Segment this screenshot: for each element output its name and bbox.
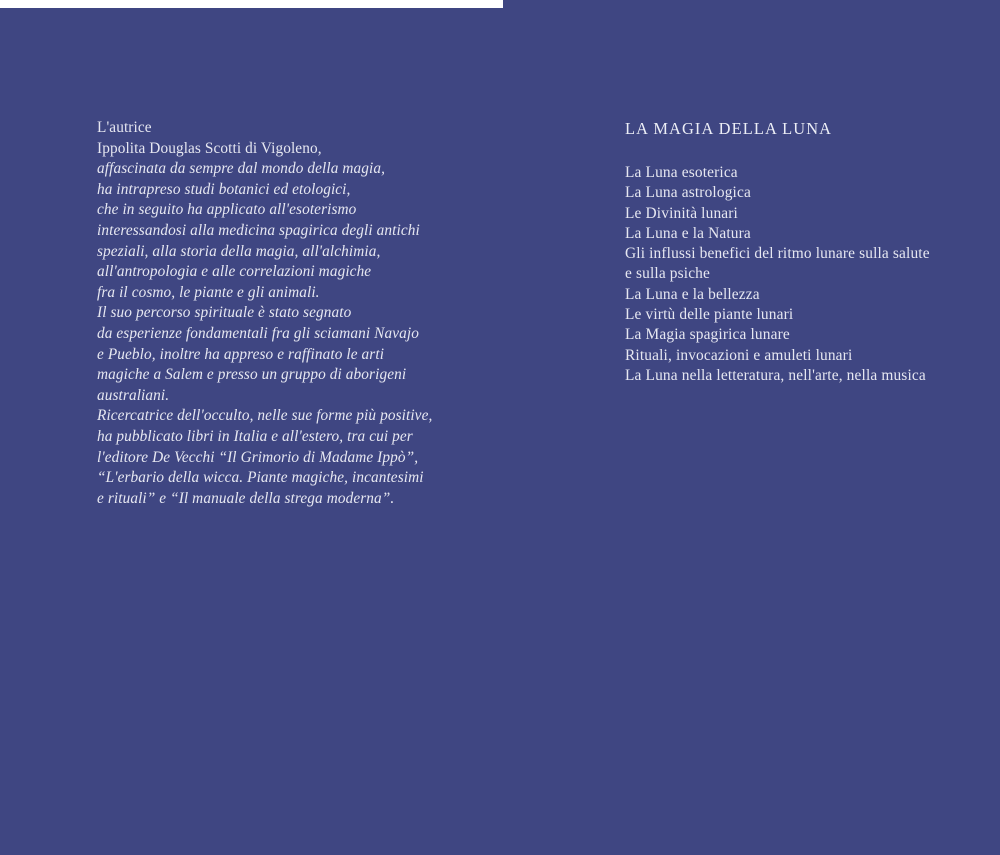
author-bio-line: Ippolita Douglas Scotti di Vigoleno, xyxy=(97,139,322,157)
author-bio-line: interessandosi alla medicina spagirica degli antichi xyxy=(97,221,420,239)
author-bio-line: Ricercatrice dell'occulto, nelle sue forme più positive, xyxy=(97,407,433,425)
author-bio-line: ha pubblicato libri in Italia e all'estero, tra cui per xyxy=(97,427,413,445)
author-bio-heading: L'autrice xyxy=(97,119,152,136)
author-bio-line: all'antropologia e alle correlazioni magiche xyxy=(97,263,372,281)
author-bio-line: l'editore De Vecchi “Il Grimorio di Madame Ippò”, xyxy=(97,448,419,466)
author-bio-line: e rituali” e “Il manuale della strega moderna”. xyxy=(97,489,395,507)
contents-item: La Luna astrologica xyxy=(625,184,751,202)
author-bio-line: da esperienze fondamentali fra gli sciamani Navajo xyxy=(97,324,419,342)
contents-item: La Magia spagirica lunare xyxy=(625,326,790,344)
author-bio-line: fra il cosmo, le piante e gli animali. xyxy=(97,283,320,301)
author-bio-line: che in seguito ha applicato all'esoterismo xyxy=(97,201,357,219)
author-bio-line: e Pueblo, inoltre ha appreso e raffinato le arti xyxy=(97,345,385,363)
contents-block xyxy=(625,119,965,386)
author-bio-line: magiche a Salem e presso un gruppo di aborigeni xyxy=(97,366,407,384)
contents-item: Le virtù delle piante lunari xyxy=(625,306,794,324)
author-bio-line: ha intrapreso studi botanici ed etologici, xyxy=(97,180,351,198)
contents-title: LA MAGIA DELLA LUNA xyxy=(625,119,833,138)
contents-item: La Luna e la bellezza xyxy=(625,285,760,303)
author-bio-line: “L'erbario della wicca. Piante magiche, incantesimi xyxy=(97,469,424,487)
contents-item: Rituali, invocazioni e amuleti lunari xyxy=(625,346,853,364)
contents-item-continuation: e sulla psiche xyxy=(625,265,711,283)
contents-item: La Luna nella letteratura, nell'arte, nella musica xyxy=(625,366,926,384)
author-bio-block xyxy=(97,118,433,509)
author-bio-line: Il suo percorso spirituale è stato segnato xyxy=(97,304,352,322)
contents-item: La Luna e la Natura xyxy=(625,224,751,242)
contents-list xyxy=(625,163,965,386)
page-gutter-notch xyxy=(0,0,503,8)
author-bio-line: australiani. xyxy=(97,386,170,404)
contents-item: Le Divinità lunari xyxy=(625,204,738,222)
author-bio-line: speziali, alla storia della magia, all'alchimia, xyxy=(97,242,381,260)
author-bio-line: affascinata da sempre dal mondo della magia, xyxy=(97,160,386,178)
contents-item: La Luna esoterica xyxy=(625,164,738,181)
contents-item: Gli influssi benefici del ritmo lunare sulla salute xyxy=(625,245,930,263)
